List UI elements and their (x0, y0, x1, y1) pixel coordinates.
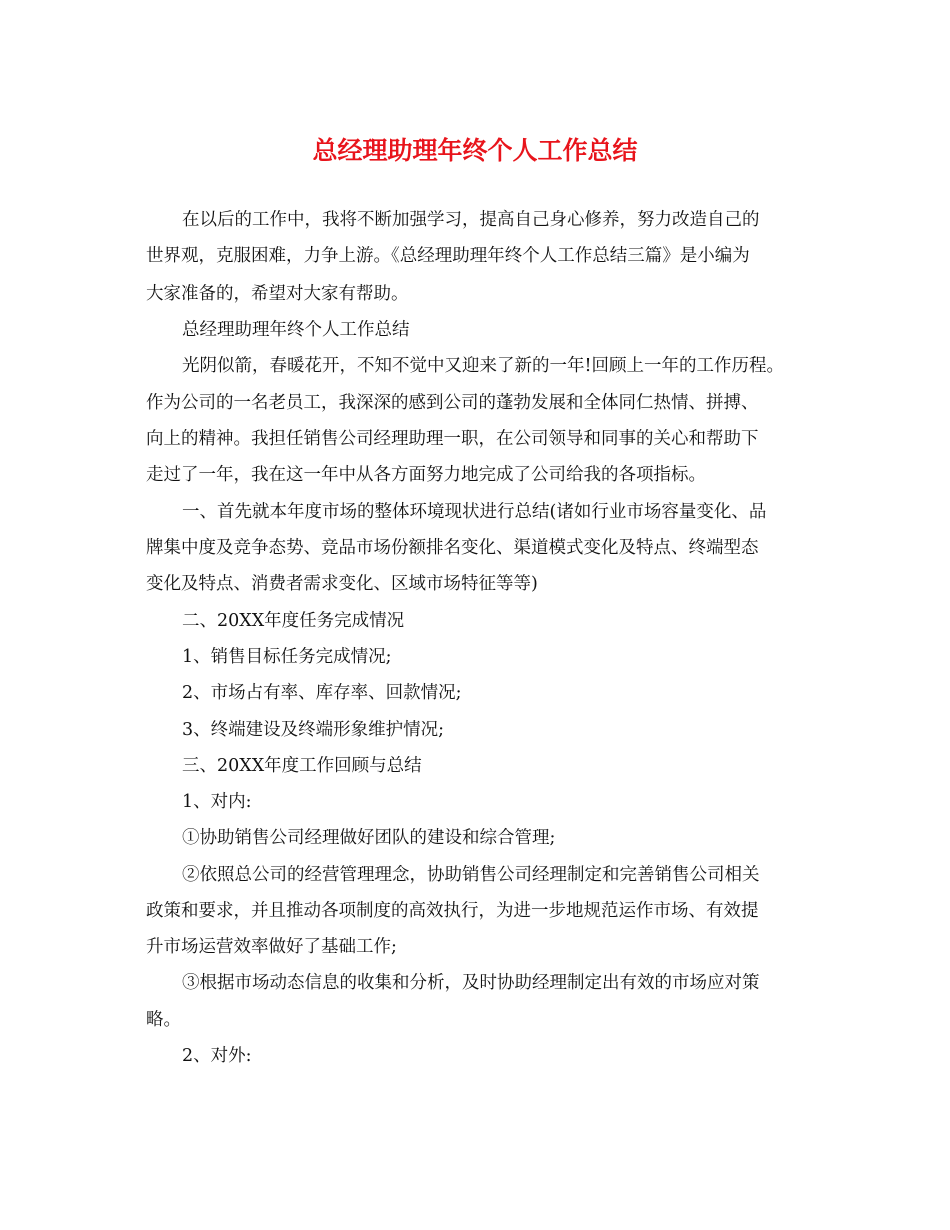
list-item: 2、市场占有率、库存率、回款情况; (182, 683, 462, 703)
paragraph-line: 向上的精神。我担任销售公司经理助理一职，在公司领导和同事的关心和帮助下 (146, 429, 759, 449)
paragraph-line: 牌集中度及竞争态势、竞品市场份额排名变化、渠道模式变化及特点、终端型态 (146, 538, 759, 558)
document-title: 总经理助理年终个人工作总结 (312, 136, 638, 165)
paragraph-line: 作为公司的一名老员工，我深深的感到公司的蓬勃发展和全体同仁热情、拼搏、 (146, 393, 759, 413)
list-item: ②依照总公司的经营管理理念，协助销售公司经理制定和完善销售公司相关 (182, 865, 760, 885)
paragraph-line: 升市场运营效率做好了基础工作; (146, 937, 397, 957)
list-item: ①协助销售公司经理做好团队的建设和综合管理; (182, 828, 556, 848)
paragraph-line: 光阴似箭，春暖花开，不知不觉中又迎来了新的一年!回顾上一年的工作历程。 (182, 356, 785, 376)
paragraph-line: 世界观，克服困难，力争上游。《总经理助理年终个人工作总结三篇》是小编为 (146, 246, 750, 266)
list-item: ③根据市场动态信息的收集和分析，及时协助经理制定出有效的市场应对策 (182, 973, 760, 993)
paragraph-line: 大家准备的，希望对大家有帮助。 (146, 284, 409, 304)
paragraph-line: 政策和要求，并且推动各项制度的高效执行，为进一步地规范运作市场、有效提 (146, 901, 759, 921)
list-item: 2、对外: (182, 1046, 252, 1066)
list-item: 3、终端建设及终端形象维护情况; (182, 720, 445, 740)
list-item: 1、销售目标任务完成情况; (182, 647, 392, 667)
list-item: 1、对内: (182, 792, 252, 812)
section-heading: 三、20XX年度工作回顾与总结 (182, 756, 422, 776)
paragraph-line: 变化及特点、消费者需求变化、区域市场特征等等) (146, 574, 538, 594)
section-heading: 二、20XX年度任务完成情况 (182, 611, 405, 631)
paragraph-line: 走过了一年，我在这一年中从各方面努力地完成了公司给我的各项指标。 (146, 465, 706, 485)
paragraph-line: 略。 (146, 1010, 181, 1030)
section-heading: 总经理助理年终个人工作总结 (182, 320, 410, 340)
paragraph-line: 在以后的工作中，我将不断加强学习，提高自己身心修养，努力改造自己的 (182, 210, 760, 230)
paragraph-line: 一、首先就本年度市场的整体环境现状进行总结(诸如行业市场容量变化、品 (182, 502, 767, 522)
